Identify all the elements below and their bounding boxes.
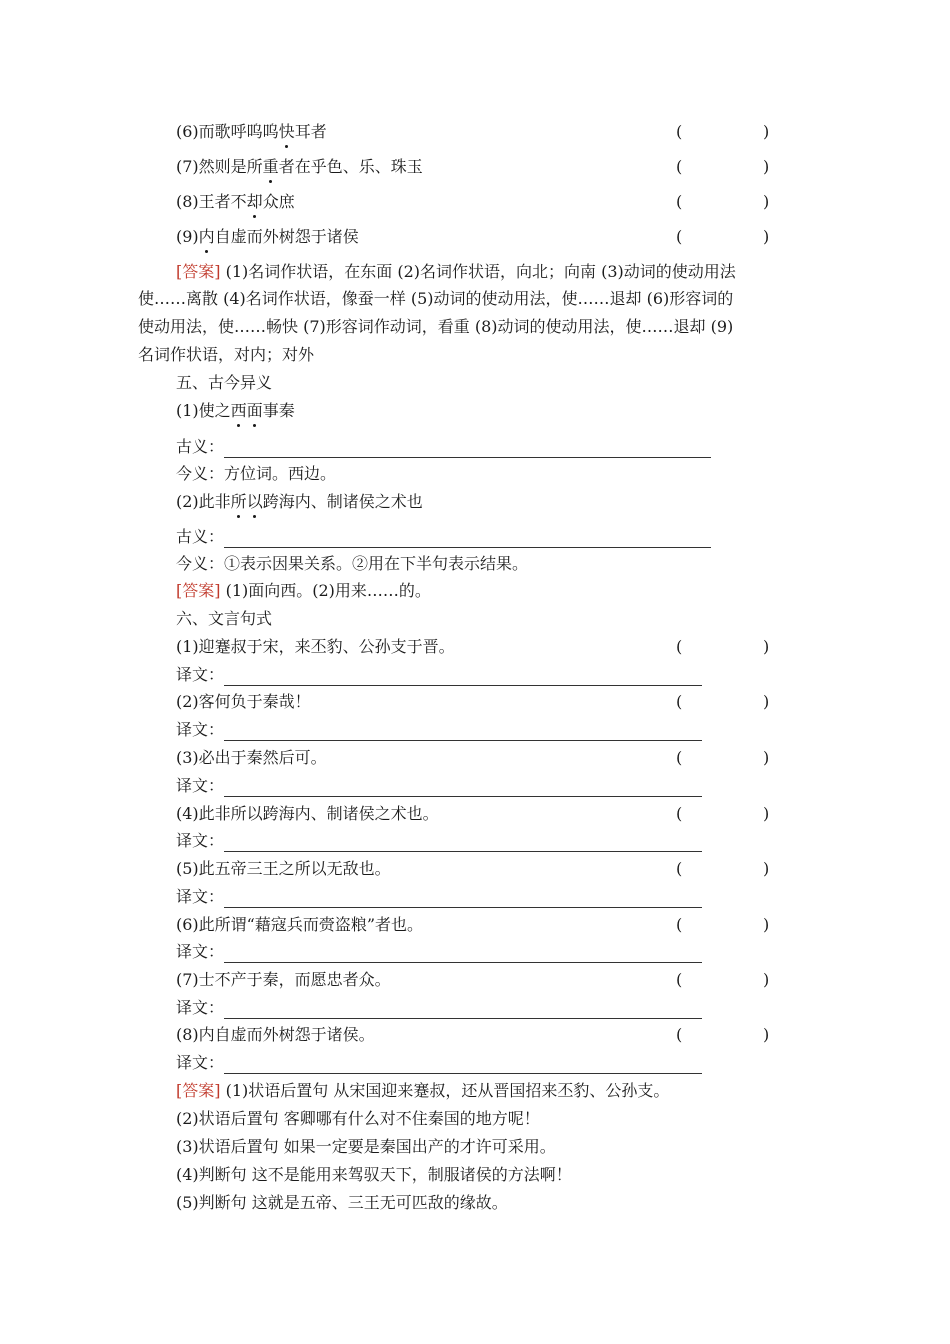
answer-paragraph-line: 使动用法，使……畅快 (7)形容词作动词，看重 (8)动词的使动用法，使……退却 (9) (138, 317, 734, 336)
answer-paren-open: ( (676, 859, 683, 878)
translation-line: 译文： (176, 886, 702, 908)
answer-paragraph-line: [答案] (1)状语后置句 从宋国迎来蹇叔，还从晋国招来丕豹、公孙支。 (176, 1081, 670, 1100)
question-item-9: (9)内自虚而外树怨于诸侯 (176, 227, 359, 246)
sentence-item: (1)迎蹇叔于宋，来丕豹、公孙支于晋。 (176, 637, 455, 656)
answer-paren-open: ( (676, 692, 683, 711)
answer-blank (224, 531, 711, 548)
answer-paragraph-line: (2)状语后置句 客卿哪有什么对不住秦国的地方呢！ (176, 1109, 540, 1128)
answer-blank (224, 441, 711, 458)
answer-paren-close: ) (763, 748, 770, 767)
answer-paren-close: ) (763, 637, 770, 656)
question-item: (2)此非所以跨海内、制诸侯之术也 (176, 492, 423, 511)
answer-paren-close: ) (763, 804, 770, 823)
answer-blank (224, 835, 702, 852)
question-item: (1)使之西面事秦 (176, 401, 295, 420)
translation-line: 译文： (176, 719, 702, 741)
answer-paragraph-line: (3)状语后置句 如果一定要是秦国出产的才许可采用。 (176, 1137, 556, 1156)
answer-paragraph-line: 使……离散 (4)名词作状语，像蚕一样 (5)动词的使动用法，使……退却 (6)形容词的 (138, 289, 734, 308)
answer-paren-open: ( (676, 192, 683, 211)
question-item-6: (6)而歌呼呜呜快耳者 (176, 122, 327, 141)
section-heading: 五、古今异义 (176, 373, 273, 392)
answer-paren-close: ) (763, 915, 770, 934)
sentence-item: (4)此非所以跨海内、制诸侯之术也。 (176, 804, 439, 823)
answer-paren-open: ( (676, 637, 683, 656)
answer-blank (224, 946, 702, 963)
answer-label: [答案] (176, 262, 221, 281)
answer-paren-open: ( (676, 804, 683, 823)
answer-paragraph-line: (5)判断句 这就是五帝、三王无可匹敌的缘故。 (176, 1193, 508, 1212)
answer-paren-close: ) (763, 859, 770, 878)
sentence-item: (2)客何负于秦哉！ (176, 692, 311, 711)
jinyi-line: 今义：①表示因果关系。②用在下半句表示结果。 (176, 554, 529, 573)
translation-line: 译文： (176, 997, 702, 1019)
answer-paren-close: ) (763, 157, 770, 176)
translation-line: 译文： (176, 775, 702, 797)
answer-paren-open: ( (676, 1025, 683, 1044)
answer-paren-close: ) (763, 122, 770, 141)
sentence-item: (7)士不产于秦，而愿忠者众。 (176, 970, 391, 989)
answer-paren-close: ) (763, 692, 770, 711)
jinyi-line: 今义：方位词。西边。 (176, 464, 337, 483)
sentence-item: (8)内自虚而外树怨于诸侯。 (176, 1025, 375, 1044)
answer-paren-open: ( (676, 122, 683, 141)
sentence-item: (6)此所谓“藉寇兵而赍盗粮”者也。 (176, 915, 424, 934)
sentence-item: (5)此五帝三王之所以无敌也。 (176, 859, 391, 878)
answer-paragraph-line: 名词作状语，对内；对外 (138, 345, 315, 364)
question-item-8: (8)王者不却众庶 (176, 192, 295, 211)
translation-line: 译文： (176, 1052, 702, 1074)
answer-paren-close: ) (763, 227, 770, 246)
answer-paren-close: ) (763, 970, 770, 989)
answer-paren-open: ( (676, 970, 683, 989)
answer-paren-open: ( (676, 157, 683, 176)
answer-label: [答案] (176, 1081, 221, 1100)
answer-blank (224, 724, 702, 741)
guyi-line: 古义： (176, 436, 711, 458)
answer-paragraph-line: (4)判断句 这不是能用来驾驭天下，制服诸侯的方法啊！ (176, 1165, 572, 1184)
question-item-7: (7)然则是所重者在乎色、乐、珠玉 (176, 157, 423, 176)
answer-paren-open: ( (676, 227, 683, 246)
sentence-item: (3)必出于秦然后可。 (176, 748, 327, 767)
translation-line: 译文： (176, 664, 702, 686)
answer-blank (224, 1002, 702, 1019)
answer-blank (224, 1057, 702, 1074)
answer-paren-open: ( (676, 915, 683, 934)
translation-line: 译文： (176, 830, 702, 852)
answer-paragraph-line: [答案] (1)面向西。(2)用来……的。 (176, 581, 431, 600)
answer-label: [答案] (176, 581, 221, 600)
answer-paragraph-line: [答案] (1)名词作状语，在东面 (2)名词作状语，向北；向南 (3)动词的使动用法 (176, 262, 736, 281)
guyi-line: 古义： (176, 526, 711, 548)
answer-blank (224, 780, 702, 797)
section-heading: 六、文言句式 (176, 609, 273, 628)
answer-paren-close: ) (763, 192, 770, 211)
answer-blank (224, 891, 702, 908)
answer-paren-open: ( (676, 748, 683, 767)
translation-line: 译文： (176, 941, 702, 963)
answer-paren-close: ) (763, 1025, 770, 1044)
answer-blank (224, 669, 702, 686)
